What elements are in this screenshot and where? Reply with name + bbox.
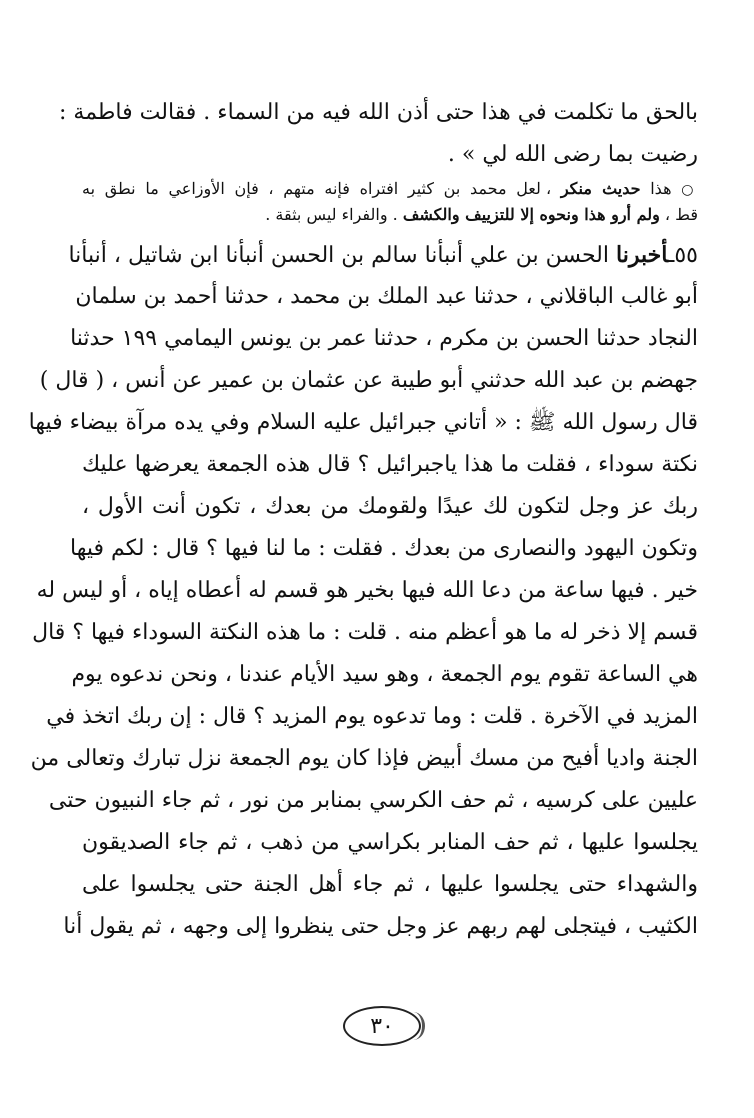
text-line: قسم إلا ذخر له ما هو أعظم منه . قلت : ما هذه النكتة السوداء فيها ؟ قال [32, 620, 698, 645]
text-line: نكتة سوداء ، فقلت ما هذا ياجبرائيل ؟ قال هذه الجمعة يعرضها عليك [82, 452, 698, 477]
text-line: الجنة واديا أفيح من مسك أبيض فإذا كان يوم الجمعة نزل تبارك وتعالى من [30, 746, 698, 771]
text-line: المزيد في الآخرة . قلت : وما تدعوه يوم المزيد ؟ قال : إن ربك اتخذ في [46, 704, 698, 729]
text-line: النجاد حدثنا الحسن بن مكرم ، حدثنا عمر بن يونس اليمامي ١٩٩ حدثنا [70, 326, 698, 351]
text-line: خير . فيها ساعة من دعا الله فيها بخير هو قسم له أعطاه إياه ، أو ليس له [36, 578, 698, 603]
text-line: قال رسول الله ﷺ : « أتاني جبرائيل عليه السلام وفي يده مرآة بيضاء فيها [28, 410, 698, 435]
circle-marker-icon: ○ [681, 182, 698, 198]
note-text: . والفراء ليس بثقة . [265, 205, 398, 224]
note-bold-text: ولم أرو هذا ونحوه إلا للتزييف والكشف [402, 205, 660, 224]
text-line: رضيت بما رضى الله لي » . [447, 142, 698, 167]
text-line: عليين على كرسيه ، ثم حف الكرسي بمنابر من نور ، ثم جاء النبيون حتى [48, 788, 698, 813]
text-span: الحسن بن علي أنبأنا سالم بن الحسن أنبأنا ابن شاتيل ، أنبأنا [68, 243, 609, 268]
footnote-line [82, 176, 698, 202]
hadith-first-line [68, 234, 698, 276]
text-line: وتكون اليهود والنصارى من بعدك . فقلت : ما لنا فيها ؟ قال : لكم فيها [70, 536, 698, 561]
footnote-line [82, 202, 698, 228]
text-line: والشهداء حتى يجلسوا عليها ، ثم جاء أهل الجنة حتى يجلسوا على [82, 872, 698, 897]
note-text: ، لعل محمد بن كثير افتراه فإنه متهم ، فإن الأوزاعي ما نطق به [82, 179, 552, 198]
text-line: أبو غالب الباقلاني ، حدثنا عبد الملك بن محمد ، حدثنا أحمد بن سلمان [75, 284, 698, 309]
hadith-number: ٥٥ـ [667, 243, 698, 268]
text-line: هي الساعة تقوم يوم الجمعة ، وهو سيد الأيام عندنا ، ونحن ندعوه يوم [71, 662, 698, 687]
text-line: الكثيب ، فيتجلى لهم ربهم عز وجل حتى ينظروا إلى وجهه ، ثم يقول أنا [63, 914, 698, 939]
page-text [28, 92, 698, 948]
text-line: يجلسوا عليها ، ثم حف المنابر بكراسي من ذهب ، ثم جاء الصديقون [82, 830, 698, 855]
page-number: ٣٠ [343, 1006, 421, 1046]
text-line: جهضم بن عبد الله حدثني أبو طيبة عن عثمان بن عمير عن أنس ، ( قال ) [39, 368, 698, 393]
hadith-akhbarana: أخبرنا [616, 242, 668, 268]
text-line: بالحق ما تكلمت في هذا حتى أذن الله فيه من السماء . فقالت فاطمة : [59, 100, 698, 125]
note-text: هذا [650, 179, 672, 198]
text-line: ربك عز وجل لتكون لك عيدًا ولقومك من بعدك ، تكون أنت الأول ، [82, 494, 698, 519]
note-bold-text: حديث منكر [560, 179, 641, 198]
note-text: قط ، [664, 205, 698, 224]
